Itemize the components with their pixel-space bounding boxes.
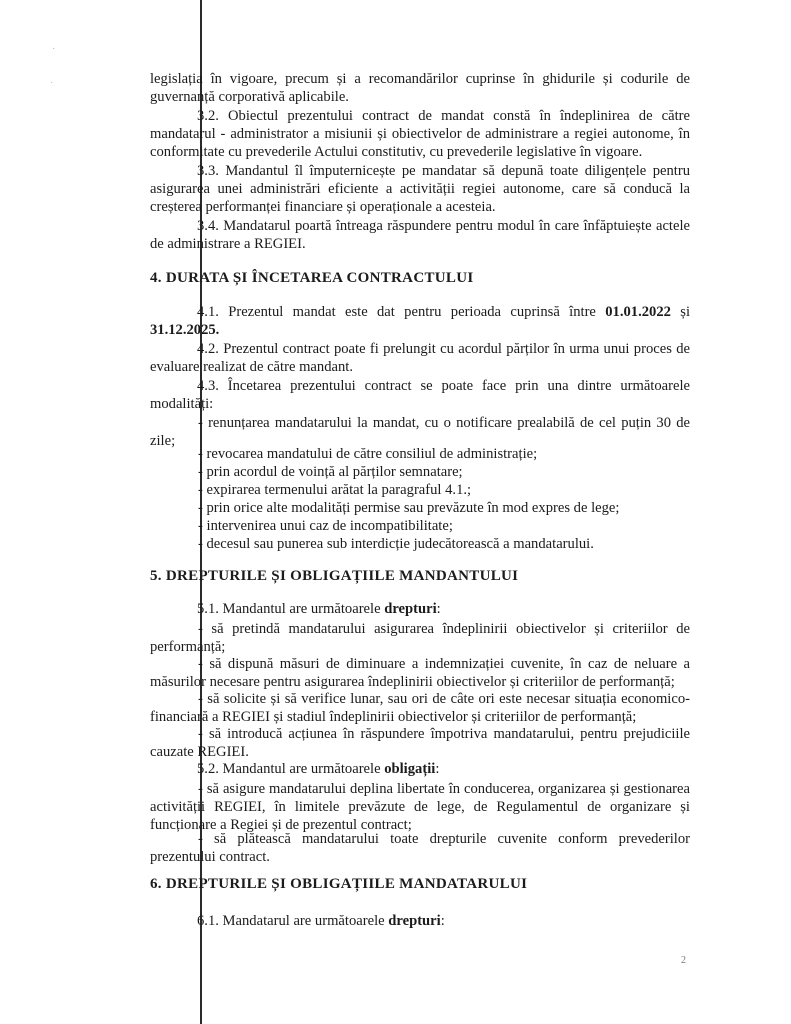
paragraph-6-1: 6.1. Mandatarul are următoarele drepturi: <box>197 913 445 929</box>
list-item: - expirarea termenului arătat la paragraful 4.1.; <box>198 482 472 498</box>
list-item: - revocarea mandatului de către consiliul de administrație; <box>198 446 538 462</box>
paragraph-3-4: 3.4. Mandatarul poartă întreaga răspundere pentru modul în care înfăptuiește actele de administrare a REGIEI. <box>150 218 690 252</box>
scan-speck: · <box>50 78 54 89</box>
list-item: - decesul sau punerea sub interdicție judecătorească a mandatarului. <box>198 536 594 552</box>
list-item: - să asigure mandatarului deplina libertate în conducerea, organizarea și gestionarea activității REGIEI, în limitele prevăzute de lege, de Regulamentul de organizare și funcționare a Regiei și de prezentul contract; <box>150 781 690 833</box>
list-item: - renunțarea mandatarului la mandat, cu o notificare prealabilă de cel puțin 30 de zile; <box>150 415 690 449</box>
page-number: 2 <box>681 955 686 966</box>
paragraph-3-2: 3.2. Obiectul prezentului contract de mandat constă în îndeplinirea de către mandatarul - administrator a misiunii și obiectivelor de administrare a regiei autonome, în conformitate cu prevederile Actului constitutiv, cu prevederile legislative în vigoare. <box>150 108 690 160</box>
list-item: - să dispună măsuri de diminuare a indemnizației cuvenite, în caz de neluare a măsurilor necesare pentru asigurarea îndeplinirii obiectivelor și criteriilor de performanță; <box>150 656 690 690</box>
paragraph-legislation: legislația în vigoare, precum și a recomandărilor cuprinse în ghidurile și codurile de guvernanță corporativă aplicabile. <box>150 71 690 105</box>
list-item: - intervenirea unui caz de incompatibilitate; <box>198 518 453 534</box>
list-item: - să pretindă mandatarului asigurarea îndeplinirii obiectivelor și criteriilor de performanță; <box>150 621 690 655</box>
paragraph-5-1: 5.1. Mandantul are următoarele drepturi: <box>197 601 441 617</box>
list-item: - să introducă acțiunea în răspundere împotriva mandatarului, pentru prejudiciile cauzate REGIEI. <box>150 726 690 760</box>
paragraph-4-1: 4.1. Prezentul mandat este dat pentru perioada cuprinsă între 01.01.2022 și 31.12.2025. <box>150 304 690 338</box>
list-item: - să plătească mandatarului toate drepturile cuvenite conform prevederilor prezentului contract. <box>150 831 690 865</box>
paragraph-4-3: 4.3. Încetarea prezentului contract se poate face prin una dintre următoarele modalități: <box>150 378 690 412</box>
list-item: - prin acordul de voință al părților semnatare; <box>198 464 463 480</box>
section-4-heading: 4. DURATA ȘI ÎNCETAREA CONTRACTULUI <box>150 270 474 286</box>
section-6-heading: 6. DREPTURILE ȘI OBLIGAȚIILE MANDATARULUI <box>150 876 528 892</box>
paragraph-3-3: 3.3. Mandantul îl împuternicește pe mandatar să depună toate diligențele pentru asigurarea unei administrări eficiente a activității regiei autonome, care să conducă la creșterea performanței financiare și operaționale a acesteia. <box>150 163 690 215</box>
scan-speck: · <box>52 44 56 55</box>
list-item: - prin orice alte modalități permise sau prevăzute în mod expres de lege; <box>198 500 620 516</box>
section-5-heading: 5. DREPTURILE ȘI OBLIGAȚIILE MANDANTULUI <box>150 568 519 584</box>
list-item: - să solicite și să verifice lunar, sau ori de câte ori este necesar situația economico-financiară a REGIEI și stadiul îndeplinirii obiectivelor și criteriilor de performanță; <box>150 691 690 725</box>
paragraph-4-2: 4.2. Prezentul contract poate fi prelungit cu acordul părților în urma unui proces de evaluare realizat de către mandant. <box>150 341 690 375</box>
paragraph-5-2: 5.2. Mandantul are următoarele obligații: <box>197 761 440 777</box>
